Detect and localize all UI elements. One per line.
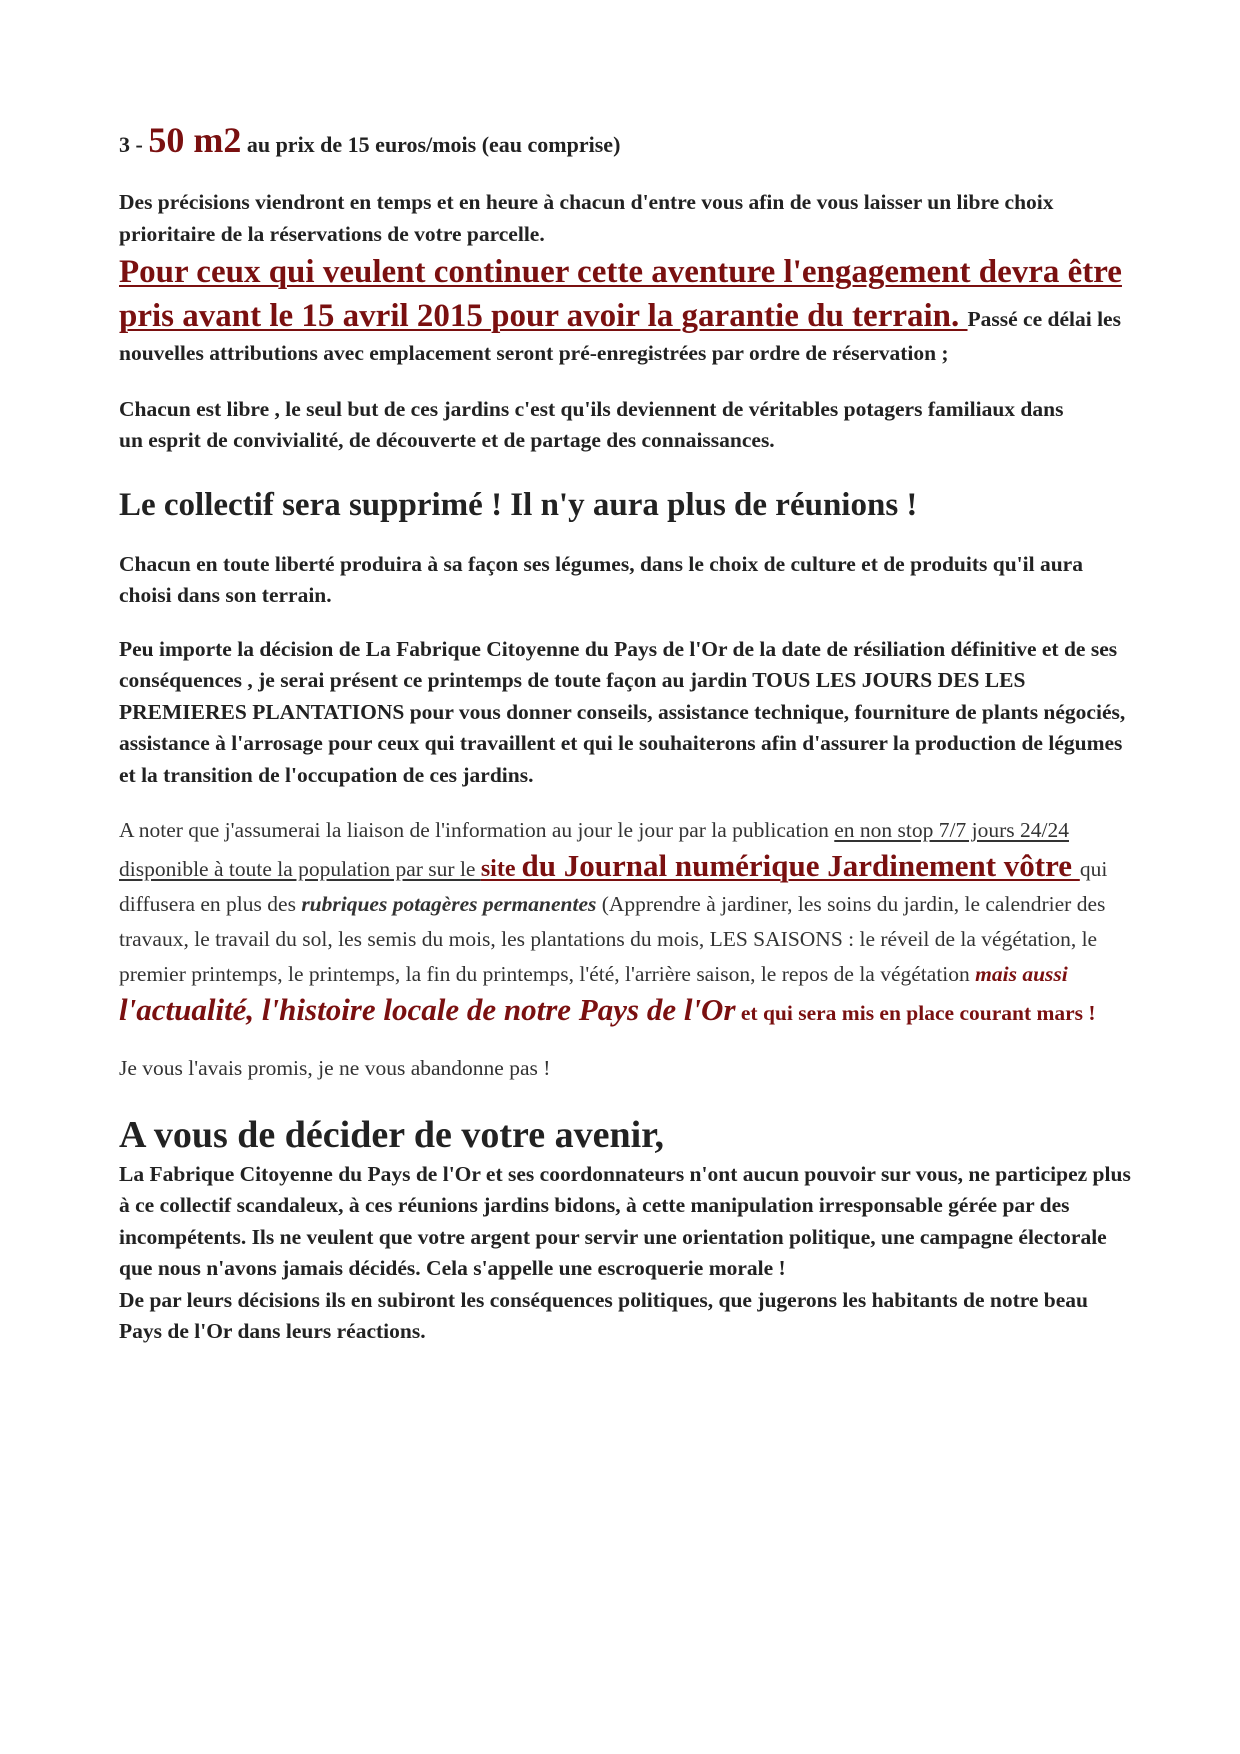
paragraph-decision: Peu importe la décision de La Fabrique Citoyenne du Pays de l'Or de la date de résiliation définitive et de ses conséquences , je serai présent ce printemps de toute façon au jardin TOUS LES JOURS DES LES PREMIERES PLANTATIONS pour vous donner conseils, assistance technique, fourniture de plants négociés, assistance à l'arrosage pour ceux qui travaillent et qui le souhaiterons afin d'assurer la production de légumes et la transition de l'occupation de ces jardins. [119,636,1126,787]
paragraph-liberte: Chacun en toute liberté produira à sa façon ses légumes, dans le choix de culture et de produits qu'il aura choisi dans son terrain. [119,551,1083,607]
line-parcel-price [119,120,1139,165]
paragraph-libre: Chacun est libre , le seul but de ces jardins c'est qu'ils deviennent de véritables potagers familiaux dans un esprit de convivialité, de découverte et de partage des connaissances. [119,396,1064,452]
noter-mais: mais aussi [975,962,1068,986]
engagement-rest: Passé ce délai les nouvelles attributions avec emplacement seront pré-enregistrées par ordre de réservation ; [119,307,1121,365]
paragraph-precisions: Des précisions viendront en temps et en heure à chacun d'entre vous afin de vous laisser un libre choix prioritaire de la réservations de votre parcelle. [119,190,1054,246]
heading-collectif: Le collectif sera supprimé ! Il n'y aura plus de réunions ! [119,486,918,523]
journal-link[interactable]: du Journal numérique Jardinement vôtre [521,848,1080,883]
noter-actualite: l'actualité, l'histoire locale de notre Pays de l'Or [119,992,736,1027]
noter-intro: A noter que j'assumerai la liaison de l'information au jour le jour par la publication [119,818,835,842]
heading-avenir: A vous de décider de votre avenir, [119,1113,665,1156]
noter-list: (Apprendre à jardiner, les soins du jardin, le calendrier des travaux, le travail du sol, les semis du mois, les plantations du mois, LES SAISONS : le réveil de la végétation, le premier printemps, le printemps, la fin du printemps, l'été, l'arrière saison, le repos de la végétation [119,892,1106,986]
noter-mars: et qui sera mis en place courant mars ! [735,1001,1096,1025]
paragraph-consequences: De par leurs décisions ils en subiront les conséquences politiques, que jugerons les habitants de notre beau Pays de l'Or dans leurs réactions. [119,1287,1089,1343]
parcel-price: au prix de 15 euros/mois (eau comprise) [241,132,621,157]
noter-availability: en non stop 7/7 jours 24/24 disponible à toute la population par sur le [119,818,1069,881]
parcel-size: 50 m2 [148,120,242,160]
document-page [119,120,1139,1348]
paragraph-fabrique: La Fabrique Citoyenne du Pays de l'Or et ses coordonnateurs n'ont aucun pouvoir sur vous, ne participez plus à ce collectif scandaleux, à ces réunions jardins bidons, à cette manipulation irresponsable gérée par des incompétents. Ils ne veulent que votre argent pour servir une orientation politique, une campagne électorale que nous n'avons jamais décidés. Cela s'appelle une escroquerie morale ! [119,1161,1131,1280]
paragraph-promis: Je vous l'avais promis, je ne vous abandonne pas ! [119,1056,551,1080]
noter-rubriques: rubriques potagères permanentes [301,892,602,916]
paragraph-noter [119,813,1124,1031]
parcel-number: 3 - [119,132,149,157]
noter-site: site [480,856,522,882]
noter-diffusera: qui diffusera en plus des [119,857,1108,916]
paragraph-engagement [119,250,1129,370]
engagement-deadline: Pour ceux qui veulent continuer cette aventure l'engagement devra être pris avant le 15 avril 2015 pour avoir la garantie du terrain. [119,254,1122,334]
